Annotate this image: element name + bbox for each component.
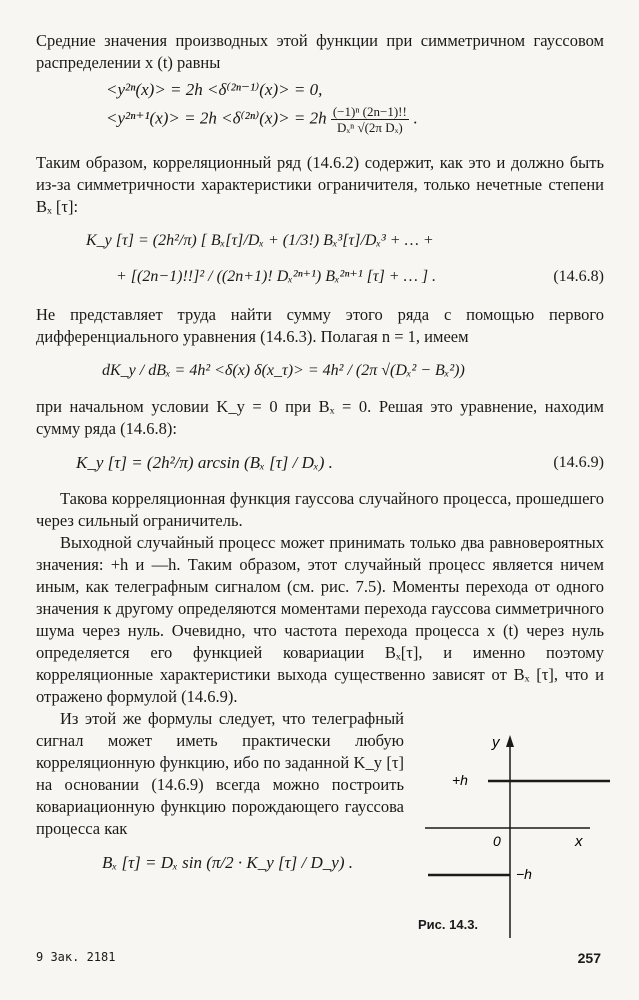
page-footer (36, 950, 601, 966)
minus-h-label: −h (516, 866, 532, 882)
equation-number-14-6-9: (14.6.9) (553, 454, 604, 471)
equation-even-derivatives: <y²ⁿ(x)> = 2h <δ⁽²ⁿ⁻¹⁾(x)> = 0, (106, 80, 323, 99)
equation-odd-derivatives: <y²ⁿ⁺¹(x)> = 2h <δ⁽²ⁿ⁾(x)> = 2h $\frac{\text{(−1)ⁿ (2n−1)!!}}{\text{Dₓⁿ √(2π Dₓ)}}$ . (106, 104, 418, 135)
equation-differential: dK_y / dBₓ = 4h² <δ(x) δ(x_τ)> = 4h² / (2π √(Dₓ² − Bₓ²)) (102, 362, 465, 379)
equation-series-line1: K_y [τ] = (2h²/π) [ Bₓ[τ]/Dₓ + (1/3!) Bₓ³[τ]/Dₓ³ + … + (86, 232, 434, 249)
paragraph-formula-consequence: Из этой же формулы следует, что телеграфный сигнал может иметь практически любую корреляционную функцию, ибо по заданной K_y [τ] на основании (14.6.9) всегда можно построить ковариационную функцию порождающего гауссова процесса как (36, 709, 404, 838)
y-axis-arrow-icon (506, 735, 514, 747)
equation-covariance: Bₓ [τ] = Dₓ sin (π/2 · K_y [τ] / D_y) . (102, 853, 354, 872)
paragraph-initial-condition: при начальном условии K_y = 0 при Bₓ = 0. Решая это уравнение, находим сумму ряда (14.6.8): (36, 397, 604, 438)
plus-h-label: +h (452, 772, 468, 788)
figure-telegraph-signal (420, 733, 610, 943)
y-axis-label: y (492, 734, 500, 751)
print-signature: 9 Зак. 2181 (36, 950, 116, 964)
paragraph-correlation: Такова корреляционная функция гауссова случайного процесса, прошедшего через сильный ограничитель. (36, 489, 604, 530)
paragraph-telegraph: Выходной случайный процесс может принимать только два равновероятных значения: +h и —h. Таким образом, этот случайный процесс является ничем иным, как телеграфным сигналом (см. рис. 7.5). Моменты перехода от одного значения к другому определяются моментами перехода гауссова симметричного шума через нуль. Очевидно, что частота перехода процесса x (t) через нуль определяется его функцией ковариации Bₓ[τ], и именно поэтому корреляционные характеристики выхода существенно зависят от Bₓ [τ], что и отражено формулой (14.6.9). (36, 533, 604, 706)
equation-series-line2: + [(2n−1)!!]² / ((2n+1)! Dₓ²ⁿ⁺¹) Bₓ²ⁿ⁺¹ [τ] + … ] . (14.6.8) (116, 264, 604, 290)
equation-arcsin: K_y [τ] = (2h²/π) arcsin (Bₓ [τ] / Dₓ) . (14.6.9) (76, 450, 604, 476)
page-number: 257 (577, 950, 601, 966)
fraction-odd: $\frac{\text{(−1)ⁿ (2n−1)!!}}{\text{Dₓⁿ √(2π Dₓ)}}$ (332, 104, 407, 135)
x-axis-label: x (575, 833, 583, 850)
equation-number-14-6-8: (14.6.8) (553, 268, 604, 285)
paragraph-intro: Средние значения производных этой функции при симметричном гауссовом распределении x (t) равны (36, 31, 604, 72)
paragraph-series: Таким образом, корреляционный ряд (14.6.2) содержит, как это и должно быть из-за симметричности характеристики ограничителя, только нечетные степени Bₓ [τ]: (36, 153, 604, 216)
origin-label: 0 (493, 833, 501, 849)
paragraph-sum: Не представляет труда найти сумму этого ряда с помощью первого дифференциального уравнения (14.6.3). Полагая n = 1, имеем (36, 305, 604, 346)
figure-caption: Рис. 14.3. (418, 917, 479, 932)
